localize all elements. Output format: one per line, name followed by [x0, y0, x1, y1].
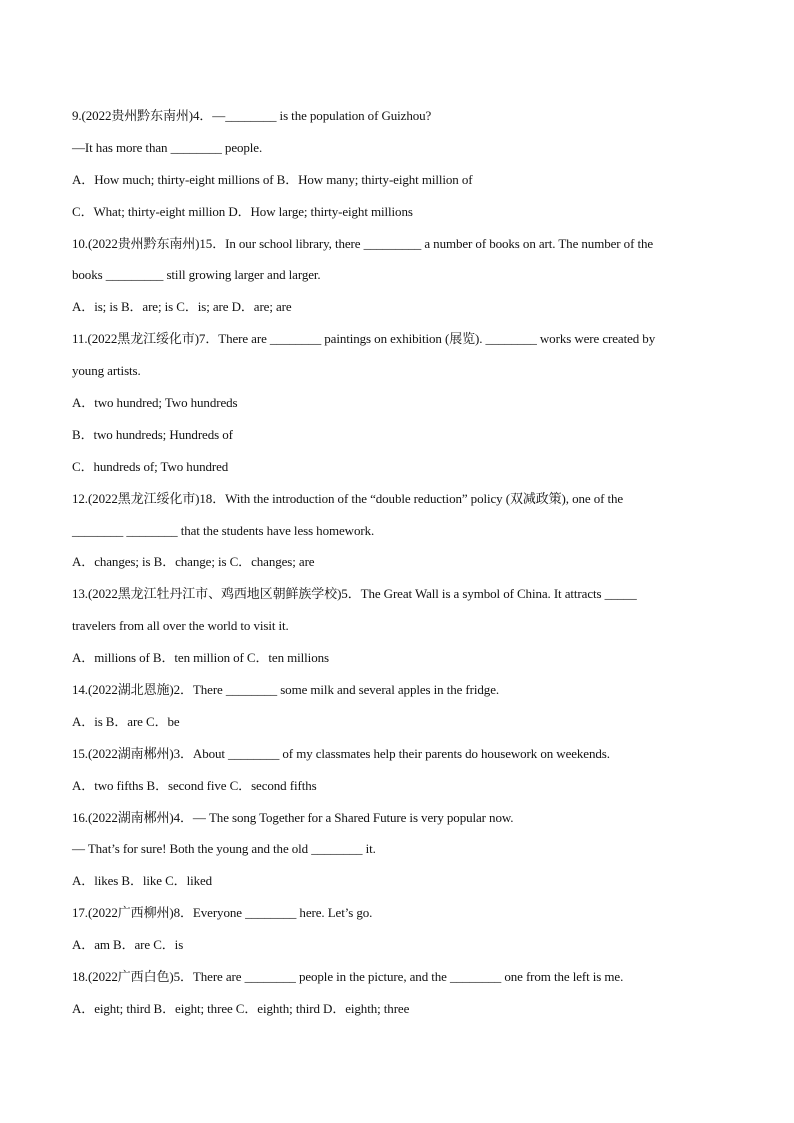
q17-stem: 17.(2022广西柳州)8．Everyone ________ here. Let’s go. [72, 905, 373, 921]
q18-options: A．eight; third B．eight; three C．eighth; third D．eighth; three [72, 1000, 410, 1016]
q16-stem: 16.(2022湖南郴州)4．— The song Together for a Shared Future is very popular now. [72, 809, 514, 825]
q9-stem-cont: —It has more than ________ people. [72, 139, 263, 155]
q10-options: A．is; is B．are; is C．is; are D．are; are [72, 299, 292, 315]
q14-options: A．is B．are C．be [72, 713, 180, 729]
q9-options-ab: A．How much; thirty-eight millions of B．How many; thirty-eight million of [72, 171, 473, 187]
q9-stem: 9.(2022贵州黔东南州)4．—________ is the population of Guizhou? [72, 108, 432, 123]
q10-stem: 10.(2022贵州黔东南州)15．In our school library, there _________ a number of books on art. The number of the [72, 235, 654, 251]
q13-stem: 13.(2022黑龙江牡丹江市、鸡西地区朝鲜族学校)5．The Great Wall is a symbol of China. It attracts _____ [72, 586, 637, 602]
q10-stem-cont: books _________ still growing larger and larger. [72, 267, 321, 283]
q11-option-c: C．hundreds of; Two hundred [72, 458, 229, 474]
q12-options: A．changes; is B．change; is C．changes; are [72, 554, 315, 570]
q11-stem: 11.(2022黑龙江绥化市)7．There are ________ paintings on exhibition (展览). ________ works were created by [72, 331, 656, 347]
q9-options-cd: C．What; thirty-eight million D．How large; thirty-eight millions [72, 203, 413, 219]
q16-stem-cont: — That’s for sure! Both the young and the old ________ it. [72, 841, 376, 857]
q18-stem: 18.(2022广西白色)5．There are ________ people in the picture, and the ________ one from the left is me. [72, 969, 624, 985]
document-page [72, 100, 722, 1025]
q11-option-a: A．two hundred; Two hundreds [72, 395, 238, 411]
q17-options: A．am B．are C．is [72, 937, 184, 953]
q13-stem-cont: travelers from all over the world to visit it. [72, 618, 289, 634]
q14-stem: 14.(2022湖北恩施)2．There ________ some milk and several apples in the fridge. [72, 682, 500, 698]
q15-options: A．two fifths B．second five C．second fifths [72, 777, 317, 793]
q12-stem: 12.(2022黑龙江绥化市)18．With the introduction of the “double reduction” policy (双减政策), one of the [72, 490, 624, 506]
q15-stem: 15.(2022湖南郴州)3．About ________ of my classmates help their parents do housework on weekends. [72, 745, 610, 761]
q11-option-b: B．two hundreds; Hundreds of [72, 426, 233, 442]
q12-stem-cont: ________ ________ that the students have less homework. [72, 522, 375, 538]
q16-options: A．likes B．like C．liked [72, 873, 213, 889]
q11-stem-cont: young artists. [72, 363, 141, 379]
q13-options: A．millions of B．ten million of C．ten millions [72, 650, 329, 666]
